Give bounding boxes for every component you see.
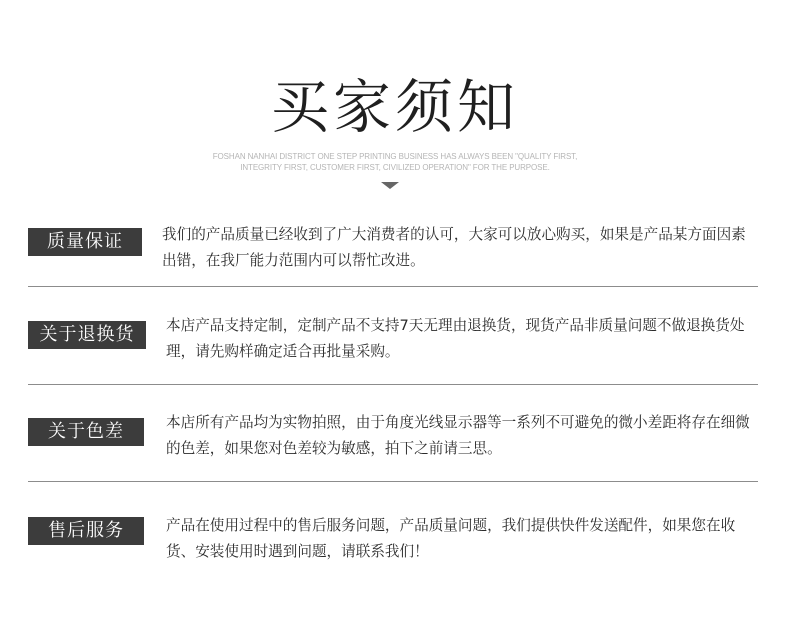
section-label-aftersales: 售后服务 [28, 517, 144, 545]
divider [28, 286, 758, 287]
section-text-color: 本店所有产品均为实物拍照，由于角度光线显示器等一系列不可避免的微小差距将存在细微的色差，如果您对色差较为敏感，拍下之前请三思。 [166, 414, 750, 457]
section-label-returns: 关于退换货 [28, 321, 146, 349]
page-subtitle [0, 151, 790, 173]
section-text-returns: 本店产品支持定制，定制产品不支持7天无理由退换货，现货产品非质量问题不做退换货处理，请先购样确定适合再批量采购。 [166, 317, 745, 360]
section-text-quality: 我们的产品质量已经收到了广大消费者的认可，大家可以放心购买，如果是产品某方面因素出错，在我厂能力范围内可以帮忙改进。 [162, 226, 746, 269]
section-label-quality: 质量保证 [28, 228, 142, 256]
down-arrow-icon [381, 182, 399, 189]
subtitle-line-1: FOSHAN NANHAI DISTRICT ONE STEP PRINTING BUSINESS HAS ALWAYS BEEN "QUALITY FIRST, [212, 152, 578, 161]
page-title: 买家须知 [270, 73, 519, 141]
divider [28, 481, 758, 482]
section-label-color: 关于色差 [28, 418, 144, 446]
divider [28, 384, 758, 385]
section-text-aftersales: 产品在使用过程中的售后服务问题，产品质量问题，我们提供快件发送配件，如果您在收货、安装使用时遇到问题，请联系我们！ [166, 517, 736, 560]
subtitle-line-2: INTEGRITY FIRST, CUSTOMER FIRST, CIVILIZED OPERATION" FOR THE PURPOSE. [240, 163, 550, 172]
